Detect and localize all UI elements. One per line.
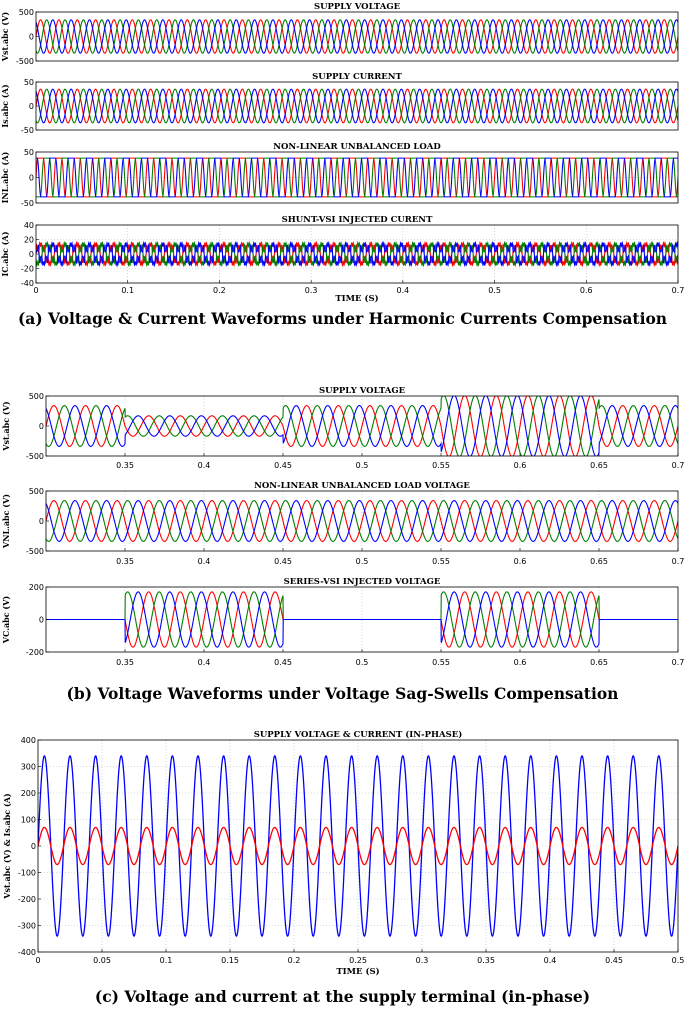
chart-b3 bbox=[1, 577, 684, 667]
y-tick-label: -20 bbox=[20, 264, 34, 274]
x-tick-label: 0.4 bbox=[197, 557, 211, 566]
x-tick-label: 0.2 bbox=[287, 956, 301, 965]
y-axis-label: VNL.abc (V) bbox=[1, 493, 11, 549]
caption-b: (b) Voltage Waveforms under Voltage Sag-Swells Compensation bbox=[66, 684, 619, 703]
x-tick-label: 0.7 bbox=[671, 286, 685, 295]
x-tick-label: 0.45 bbox=[605, 956, 623, 965]
x-tick-label: 0 bbox=[33, 286, 39, 295]
x-tick-label: 0.5 bbox=[671, 956, 685, 965]
y-tick-label: -300 bbox=[17, 921, 36, 931]
y-tick-label: -200 bbox=[17, 895, 36, 904]
chart-title: SHUNT-VSI INJECTED CURENT bbox=[281, 215, 433, 225]
x-tick-label: 0.25 bbox=[349, 956, 367, 965]
x-tick-label: 0.7 bbox=[671, 557, 685, 566]
y-tick-label: -40 bbox=[20, 279, 34, 288]
y-tick-label: -400 bbox=[17, 948, 36, 957]
x-tick-label: 0 bbox=[35, 956, 41, 965]
y-tick-label: 100 bbox=[20, 815, 36, 825]
x-tick-label: 0.5 bbox=[488, 286, 501, 295]
x-tick-label: 0.65 bbox=[590, 658, 608, 667]
y-axis-label: Is.abc (A) bbox=[0, 84, 10, 128]
y-tick-label: -100 bbox=[17, 868, 36, 878]
y-tick-label: 40 bbox=[23, 221, 34, 230]
y-tick-label: 300 bbox=[20, 762, 36, 772]
y-tick-label: 200 bbox=[28, 583, 44, 592]
x-tick-label: 0.1 bbox=[159, 956, 173, 965]
chart-b2 bbox=[1, 481, 684, 566]
y-tick-label: 500 bbox=[28, 487, 44, 496]
x-tick-label: 0.65 bbox=[590, 557, 608, 566]
y-tick-label: 400 bbox=[20, 736, 36, 745]
y-tick-label: 0 bbox=[28, 102, 34, 111]
x-tick-label: 0.4 bbox=[543, 956, 557, 965]
x-tick-label: 0.6 bbox=[513, 557, 527, 566]
chart-title: SUPPLY CURRENT bbox=[312, 72, 402, 82]
chart-title: SERIES-VSI INJECTED VOLTAGE bbox=[283, 577, 441, 587]
caption-a: (a) Voltage & Current Waveforms under Harmonic Currents Compensation bbox=[17, 309, 668, 328]
chart-title: NON-LINEAR UNBALANCED LOAD VOLTAGE bbox=[254, 481, 470, 491]
x-tick-label: 0.65 bbox=[590, 461, 608, 470]
chart-c1 bbox=[2, 729, 684, 977]
y-tick-label: -500 bbox=[25, 547, 44, 556]
chart-title: NON-LINEAR UNBALANCED LOAD bbox=[273, 142, 441, 152]
chart-a1 bbox=[0, 2, 678, 66]
x-tick-label: 0.3 bbox=[304, 286, 318, 295]
x-tick-label: 0.1 bbox=[121, 286, 135, 295]
y-tick-label: -200 bbox=[25, 648, 44, 657]
x-tick-label: 0.55 bbox=[432, 658, 450, 667]
x-tick-label: 0.6 bbox=[513, 461, 527, 470]
x-tick-label: 0.4 bbox=[197, 461, 211, 470]
y-tick-label: 0 bbox=[38, 517, 44, 526]
y-tick-label: 500 bbox=[28, 392, 44, 401]
x-axis-label: TIME (S) bbox=[335, 294, 379, 304]
x-tick-label: 0.35 bbox=[477, 956, 495, 965]
x-tick-label: 0.2 bbox=[213, 286, 226, 295]
y-tick-label: 20 bbox=[23, 235, 34, 245]
x-tick-label: 0.35 bbox=[116, 658, 134, 667]
x-tick-label: 0.45 bbox=[274, 658, 292, 667]
y-tick-label: 0 bbox=[28, 250, 34, 259]
x-tick-label: 0.55 bbox=[432, 461, 450, 470]
y-tick-label: 0 bbox=[30, 842, 36, 851]
x-tick-label: 0.4 bbox=[396, 286, 410, 295]
x-tick-label: 0.7 bbox=[671, 461, 685, 470]
y-tick-label: 0 bbox=[38, 615, 44, 625]
x-tick-label: 0.5 bbox=[355, 461, 369, 470]
x-tick-label: 0.5 bbox=[355, 658, 369, 667]
y-tick-label: 50 bbox=[23, 148, 34, 157]
chart-title: SUPPLY VOLTAGE & CURRENT (IN-PHASE) bbox=[253, 730, 463, 740]
chart-title: SUPPLY VOLTAGE bbox=[313, 2, 401, 12]
y-axis-label: INL.abc (A) bbox=[0, 151, 10, 204]
y-tick-label: -500 bbox=[25, 452, 44, 461]
x-tick-label: 0.05 bbox=[93, 956, 111, 965]
x-tick-label: 0.3 bbox=[415, 956, 429, 965]
y-tick-label: 500 bbox=[18, 8, 34, 17]
y-tick-label: 50 bbox=[23, 78, 34, 87]
x-tick-label: 0.35 bbox=[116, 557, 134, 566]
chart-a3 bbox=[0, 142, 678, 208]
y-tick-label: -500 bbox=[15, 57, 34, 66]
y-axis-label: Vst.abc (V) & Is.abc (A) bbox=[2, 793, 12, 899]
y-tick-label: 0 bbox=[28, 32, 34, 42]
x-tick-label: 0.45 bbox=[274, 461, 292, 470]
y-tick-label: -50 bbox=[20, 126, 34, 135]
x-tick-label: 0.6 bbox=[579, 286, 593, 295]
chart-b1 bbox=[1, 386, 684, 470]
y-axis-label: Vst.abc (V) bbox=[0, 11, 10, 62]
y-tick-label: 200 bbox=[20, 789, 36, 798]
y-axis-label: VC.abc (V) bbox=[1, 595, 11, 644]
x-tick-label: 0.7 bbox=[671, 658, 685, 667]
x-tick-label: 0.6 bbox=[513, 658, 527, 667]
y-axis-label: Vst.abc (V) bbox=[1, 401, 11, 451]
x-tick-label: 0.15 bbox=[221, 956, 239, 965]
x-tick-label: 0.45 bbox=[274, 557, 292, 566]
caption-c: (c) Voltage and current at the supply terminal (in-phase) bbox=[94, 987, 591, 1006]
chart-a4 bbox=[0, 215, 684, 304]
y-tick-label: -50 bbox=[20, 199, 34, 208]
chart-a2 bbox=[0, 72, 678, 135]
x-tick-label: 0.5 bbox=[355, 557, 369, 566]
y-tick-label: 0 bbox=[28, 173, 34, 183]
x-axis-label: TIME (S) bbox=[336, 967, 380, 977]
y-tick-label: 0 bbox=[38, 422, 44, 431]
chart-title: SUPPLY VOLTAGE bbox=[318, 386, 406, 396]
y-axis-label: IC.abc (A) bbox=[0, 231, 10, 277]
x-tick-label: 0.55 bbox=[432, 557, 450, 566]
x-tick-label: 0.35 bbox=[116, 461, 134, 470]
x-tick-label: 0.4 bbox=[197, 658, 211, 667]
